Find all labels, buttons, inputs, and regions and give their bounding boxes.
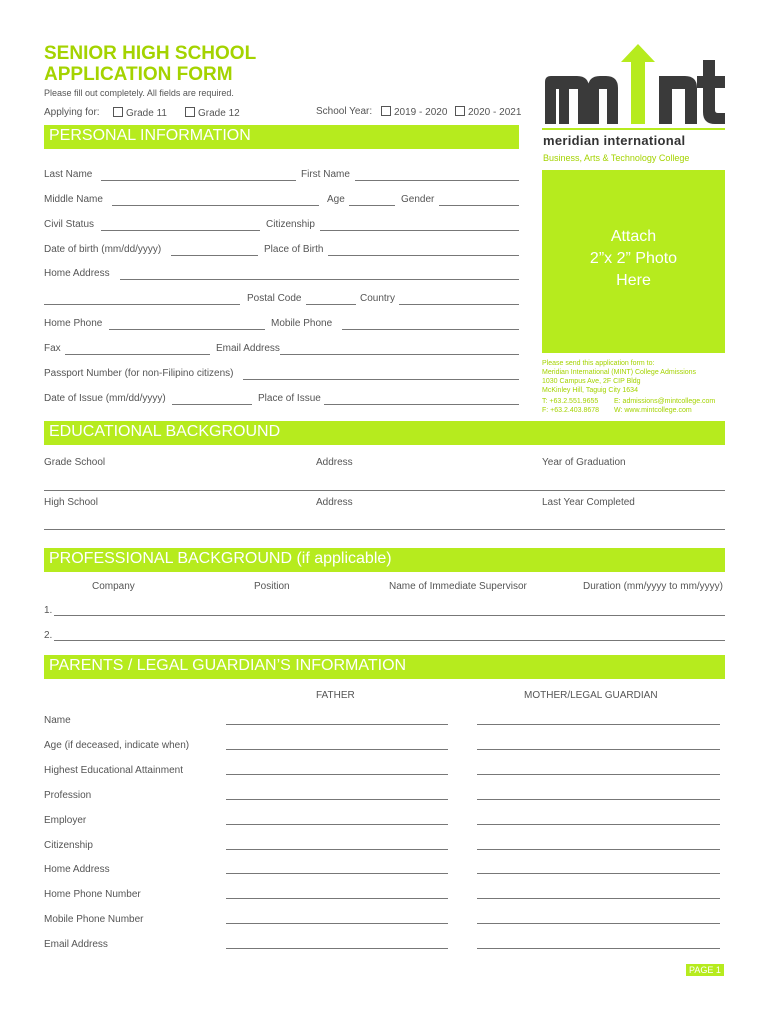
fax-field[interactable] bbox=[65, 354, 210, 355]
mother-email-address-field[interactable] bbox=[477, 948, 720, 949]
form-title-line2: APPLICATION FORM bbox=[44, 64, 233, 85]
mint-logo bbox=[542, 44, 727, 128]
home-address-label: Home Address bbox=[44, 268, 110, 279]
citizenship-label: Citizenship bbox=[266, 219, 315, 230]
parent-row-label: Highest Educational Attainment bbox=[44, 765, 183, 776]
parent-row-label: Citizenship bbox=[44, 840, 93, 851]
supervisor-label: Name of Immediate Supervisor bbox=[389, 581, 527, 592]
applying-for-label: Applying for: bbox=[44, 107, 100, 118]
personal-heading: PERSONAL INFORMATION bbox=[44, 125, 519, 149]
parents-heading: PARENTS / LEGAL GUARDIAN’S INFORMATION bbox=[44, 655, 725, 679]
education-heading: EDUCATIONAL BACKGROUND bbox=[44, 421, 725, 445]
dob-field[interactable] bbox=[171, 255, 258, 256]
father-citizenship-field[interactable] bbox=[226, 849, 448, 850]
form-subtitle: Please fill out completely. All fields are required. bbox=[44, 88, 234, 98]
position-label: Position bbox=[254, 581, 290, 592]
grade11-option[interactable] bbox=[113, 107, 167, 119]
professional-heading: PROFESSIONAL BACKGROUND (if applicable) bbox=[44, 548, 725, 572]
company-label: Company bbox=[92, 581, 135, 592]
parent-row-label: Mobile Phone Number bbox=[44, 914, 144, 925]
high-school-address-label: Address bbox=[316, 497, 353, 508]
home-address-line2-field[interactable] bbox=[44, 304, 240, 305]
home-phone-field[interactable] bbox=[109, 329, 265, 330]
mother-name-field[interactable] bbox=[477, 724, 720, 725]
send-line1: Please send this application form to: bbox=[542, 360, 655, 367]
father-employer-field[interactable] bbox=[226, 824, 448, 825]
mother-column-header: MOTHER/LEGAL GUARDIAN bbox=[524, 690, 658, 701]
middle-name-field[interactable] bbox=[112, 205, 319, 206]
photo-line2: 2”x 2” Photo bbox=[589, 250, 678, 267]
send-line3: 1030 Campus Ave, 2F CIP Bldg bbox=[542, 378, 641, 385]
mother-highest-educational-attainment-field[interactable] bbox=[477, 774, 720, 775]
father-highest-educational-attainment-field[interactable] bbox=[226, 774, 448, 775]
row1-number: 1. bbox=[44, 605, 53, 616]
father-mobile-phone-number-field[interactable] bbox=[226, 923, 448, 924]
school-year-label: School Year: bbox=[316, 106, 373, 117]
middle-name-label: Middle Name bbox=[44, 194, 103, 205]
email-field[interactable] bbox=[280, 354, 519, 355]
grade11-checkbox[interactable] bbox=[113, 107, 123, 117]
home-phone-label: Home Phone bbox=[44, 318, 103, 329]
doi-field[interactable] bbox=[172, 404, 252, 405]
home-address-field[interactable] bbox=[120, 279, 519, 280]
employment-row2-field[interactable] bbox=[54, 640, 725, 641]
gender-label: Gender bbox=[401, 194, 435, 205]
duration-label: Duration (mm/yyyy to mm/yyyy) bbox=[583, 581, 724, 592]
last-name-field[interactable] bbox=[101, 180, 296, 181]
passport-field[interactable] bbox=[243, 379, 519, 380]
civil-status-label: Civil Status bbox=[44, 219, 95, 230]
form-title-line1: SENIOR HIGH SCHOOL bbox=[44, 43, 257, 64]
send-web: W: www.mintcollege.com bbox=[614, 407, 692, 414]
grade-school-label: Grade School bbox=[44, 457, 106, 468]
high-school-label: High School bbox=[44, 497, 98, 508]
high-school-field[interactable] bbox=[44, 529, 725, 530]
send-email: E: admissions@mintcollege.com bbox=[614, 398, 716, 405]
passport-label: Passport Number (for non-Filipino citizens) bbox=[44, 368, 234, 379]
age-field[interactable] bbox=[349, 205, 395, 206]
mother-citizenship-field[interactable] bbox=[477, 849, 720, 850]
grade12-option[interactable] bbox=[185, 107, 240, 119]
sy-2019-option[interactable] bbox=[381, 106, 447, 118]
grade12-checkbox[interactable] bbox=[185, 107, 195, 117]
mobile-phone-label: Mobile Phone bbox=[271, 318, 333, 329]
row2-number: 2. bbox=[44, 630, 53, 641]
father-column-header: FATHER bbox=[316, 690, 355, 701]
sy-2020-label: 2020 - 2021 bbox=[468, 107, 522, 118]
father-home-phone-number-field[interactable] bbox=[226, 898, 448, 899]
parent-row-label: Age (if deceased, indicate when) bbox=[44, 740, 190, 751]
mother-age-if-deceased-indicate-when-field[interactable] bbox=[477, 749, 720, 750]
civil-status-field[interactable] bbox=[101, 230, 260, 231]
logo-divider bbox=[542, 128, 725, 130]
send-tel: T: +63.2.551.9655 bbox=[542, 398, 599, 405]
pob-label: Place of Birth bbox=[264, 244, 324, 255]
dob-label: Date of birth (mm/dd/yyyy) bbox=[44, 244, 162, 255]
last-name-label: Last Name bbox=[44, 169, 93, 180]
father-home-address-field[interactable] bbox=[226, 873, 448, 874]
father-profession-field[interactable] bbox=[226, 799, 448, 800]
pob-field[interactable] bbox=[328, 255, 519, 256]
father-name-field[interactable] bbox=[226, 724, 448, 725]
poi-field[interactable] bbox=[324, 404, 519, 405]
fax-label: Fax bbox=[44, 343, 61, 354]
send-info bbox=[542, 359, 715, 415]
send-fax: F: +63.2.403.8678 bbox=[542, 407, 600, 414]
last-year-completed-label: Last Year Completed bbox=[542, 497, 635, 508]
grade-school-field[interactable] bbox=[44, 490, 725, 491]
sy-2020-option[interactable] bbox=[455, 106, 521, 118]
photo-line1: Attach bbox=[610, 228, 657, 245]
sy-2019-label: 2019 - 2020 bbox=[394, 107, 448, 118]
sy-2020-checkbox[interactable] bbox=[455, 106, 465, 116]
send-line4: McKinley Hill, Taguig City 1634 bbox=[542, 387, 638, 394]
gender-field[interactable] bbox=[439, 205, 519, 206]
logo-tagline: Business, Arts & Technology College bbox=[543, 153, 690, 163]
country-field[interactable] bbox=[399, 304, 519, 305]
grade12-label: Grade 12 bbox=[198, 108, 240, 119]
logo-name: meridian international bbox=[543, 133, 686, 148]
page-number: PAGE 1 bbox=[686, 964, 724, 976]
first-name-label: First Name bbox=[301, 169, 350, 180]
parent-row-label: Email Address bbox=[44, 939, 108, 950]
parent-row-label: Name bbox=[44, 715, 71, 726]
year-graduation-label: Year of Graduation bbox=[542, 457, 626, 468]
poi-label: Place of Issue bbox=[258, 393, 321, 404]
father-age-if-deceased-indicate-when-field[interactable] bbox=[226, 749, 448, 750]
first-name-field[interactable] bbox=[355, 180, 519, 181]
employment-row1-field[interactable] bbox=[54, 615, 725, 616]
mother-home-phone-number-field[interactable] bbox=[477, 898, 720, 899]
email-label: Email Address bbox=[216, 343, 280, 354]
doi-label: Date of Issue (mm/dd/yyyy) bbox=[44, 393, 166, 404]
postal-code-field[interactable] bbox=[306, 304, 356, 305]
citizenship-field[interactable] bbox=[320, 230, 519, 231]
send-line2: Meridian International (MINT) College Admissions bbox=[542, 369, 697, 376]
age-label: Age bbox=[327, 194, 345, 205]
photo-box[interactable] bbox=[542, 170, 725, 353]
parent-row-label: Employer bbox=[44, 815, 87, 826]
parent-row-label: Home Address bbox=[44, 864, 110, 875]
father-email-address-field[interactable] bbox=[226, 948, 448, 949]
mother-home-address-field[interactable] bbox=[477, 873, 720, 874]
mobile-phone-field[interactable] bbox=[342, 329, 519, 330]
grade-school-address-label: Address bbox=[316, 457, 353, 468]
grade11-label: Grade 11 bbox=[126, 108, 167, 119]
mother-employer-field[interactable] bbox=[477, 824, 720, 825]
parent-row-label: Home Phone Number bbox=[44, 889, 141, 900]
mother-mobile-phone-number-field[interactable] bbox=[477, 923, 720, 924]
photo-line3: Here bbox=[616, 272, 651, 289]
sy-2019-checkbox[interactable] bbox=[381, 106, 391, 116]
parent-row-label: Profession bbox=[44, 790, 92, 801]
mint-logo-icon bbox=[542, 44, 727, 128]
mother-profession-field[interactable] bbox=[477, 799, 720, 800]
postal-code-label: Postal Code bbox=[247, 293, 302, 304]
country-label: Country bbox=[360, 293, 396, 304]
